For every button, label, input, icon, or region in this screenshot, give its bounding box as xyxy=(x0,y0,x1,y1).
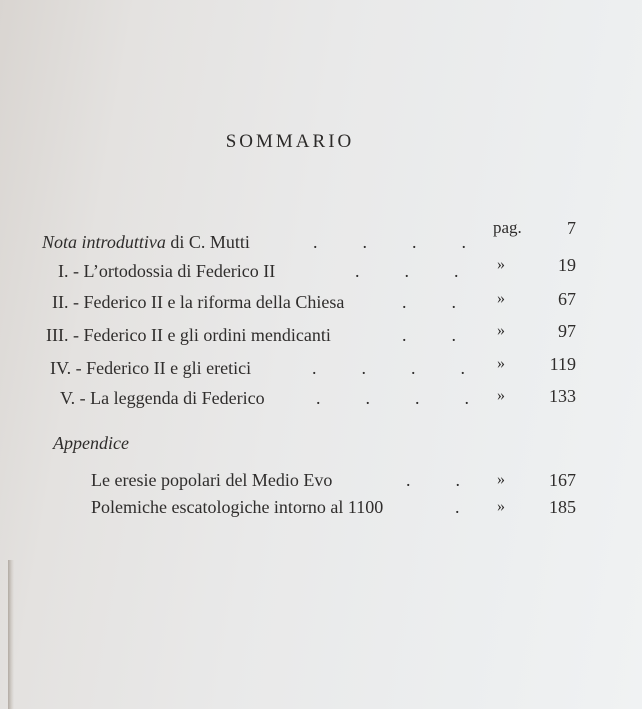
page-number: 185 xyxy=(549,497,576,517)
ditto-marker: » xyxy=(497,387,505,404)
leader-dots: . xyxy=(455,497,460,517)
toc-entry-appendix-2 xyxy=(0,494,642,520)
toc-entry-title: Polemiche escatologiche intorno al 1100 xyxy=(91,497,384,517)
toc-entry-title-italic: Nota introduttiva xyxy=(42,232,166,252)
leader-dots: . . xyxy=(402,292,456,312)
leader-dots: . . . . xyxy=(316,388,469,408)
toc-entry-title xyxy=(42,229,250,255)
ditto-marker: » xyxy=(497,290,505,307)
toc-entry-title: V. - La leggenda di Federico xyxy=(60,388,265,408)
page-number: 19 xyxy=(558,255,576,275)
bottom-margin xyxy=(0,709,642,721)
toc-entry-chapter-1 xyxy=(0,255,642,284)
toc-entry-chapter-2 xyxy=(0,289,642,315)
ditto-marker: » xyxy=(497,256,505,273)
page-number: 97 xyxy=(558,321,576,341)
toc-entry-title-author: di C. Mutti xyxy=(165,232,250,252)
leader-dots: . . xyxy=(402,325,456,345)
leader-dots: . . . . xyxy=(312,358,465,378)
toc-entry-appendix-1 xyxy=(0,467,642,493)
page-label: pag. xyxy=(493,218,522,237)
ditto-marker: » xyxy=(497,471,505,488)
leader-dots: . . . . xyxy=(313,232,466,252)
toc-entry-chapter-3 xyxy=(0,322,642,348)
ditto-marker: » xyxy=(497,322,505,339)
toc-entry-title: II. - Federico II e la riforma della Chiesa xyxy=(52,292,345,312)
toc-entry-title: IV. - Federico II e gli eretici xyxy=(50,358,252,378)
page-number: 133 xyxy=(549,386,576,406)
ditto-marker: » xyxy=(497,498,505,515)
toc-entry-title: Le eresie popolari del Medio Evo xyxy=(91,470,333,490)
page-number: 167 xyxy=(549,470,576,490)
leader-dots: . . xyxy=(406,470,460,490)
page-number: 67 xyxy=(558,289,576,309)
toc-entry-title: I. - L’ortodossia di Federico II xyxy=(58,261,276,281)
page-edge-shadow xyxy=(8,560,14,721)
toc-entry-chapter-5 xyxy=(0,385,642,411)
page-number: 7 xyxy=(567,218,576,238)
toc-entry-title: III. - Federico II e gli ordini mendicanti xyxy=(46,325,331,345)
appendix-heading: Appendice xyxy=(53,433,129,453)
page-number: 119 xyxy=(549,354,576,374)
page-title: SOMMARIO xyxy=(225,131,355,152)
ditto-marker: » xyxy=(497,355,505,372)
toc-entry-chapter-4 xyxy=(0,355,642,381)
leader-dots: . . . xyxy=(355,261,459,281)
